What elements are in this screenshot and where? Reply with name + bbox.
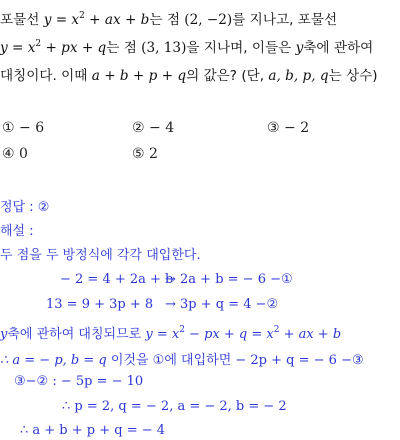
choice-2[interactable] — [132, 120, 174, 136]
choice-value: 0 — [19, 146, 28, 162]
equation-1-right: → 2a + b = − 6 −① — [165, 272, 293, 287]
question-line-1 — [0, 8, 337, 28]
explanation-label: 해설 : — [0, 224, 34, 239]
equation-2-left: 13 = 9 + 3p + 8 — [46, 297, 154, 312]
choice-value: − 2 — [284, 120, 310, 136]
exponent: 2 — [35, 39, 42, 49]
question-text: 을 지나며, 이들은 — [186, 40, 296, 56]
choice-value: − 6 — [19, 120, 45, 136]
choice-number: ④ — [2, 146, 15, 162]
equation-1-left: − 2 = 4 + 2a + b — [60, 272, 174, 287]
choice-number: ③ — [267, 120, 280, 136]
question-text: 는 점 — [149, 12, 185, 28]
math-expression: − px + q = x — [184, 327, 274, 342]
explanation-intro: 두 점을 두 방정식에 각각 대입한다. — [0, 248, 201, 263]
solution-text: 축에 관하여 대칭되므로 — [7, 327, 146, 342]
math-expression: − 2p + q = − 6 −③ — [231, 353, 364, 368]
symmetry-line — [0, 323, 341, 342]
question-text: 는 상수) — [328, 68, 378, 84]
choice-number: ⑤ — [132, 146, 145, 162]
question-text: 대칭이다. 이때 — [0, 68, 92, 84]
substitution-line — [0, 349, 364, 368]
subtraction-line: ③−② : − 5p = − 10 — [14, 374, 144, 389]
math-point: (3, 13) — [141, 40, 187, 56]
exponent: 2 — [179, 325, 185, 335]
question-text: 는 점 — [106, 40, 142, 56]
question-line-2 — [0, 36, 373, 56]
question-text: 축에 관하여 — [303, 40, 374, 56]
choice-value: − 4 — [149, 120, 175, 136]
question-text: 포물선 — [0, 12, 44, 28]
values-line: ∴ p = 2, q = − 2, a = − 2, b = − 2 — [62, 399, 287, 414]
math-expression: + ax + b — [84, 12, 150, 28]
choice-5[interactable] — [132, 146, 158, 162]
math-expression: + ax + b — [279, 327, 342, 342]
final-answer-line: ∴ a + b + p + q = − 4 — [20, 423, 166, 438]
choice-value: 2 — [149, 146, 158, 162]
choice-4[interactable] — [2, 146, 28, 162]
choice-1[interactable] — [2, 120, 44, 136]
question-line-3 — [0, 64, 378, 84]
math-expression: + px + q — [41, 40, 107, 56]
math-point: (2, −2) — [184, 12, 233, 28]
choice-3[interactable] — [267, 120, 309, 136]
math-expression: a, b, p, q — [268, 68, 329, 84]
math-expression: y = x — [145, 327, 180, 342]
choice-number: ② — [132, 120, 145, 136]
math-expression: ∴ a = − p, b = q — [0, 353, 107, 368]
math-variable: y — [295, 40, 304, 56]
equation-2-right: → 3p + q = 4 −② — [165, 297, 279, 312]
question-text: 의 값은? (단, — [186, 68, 269, 84]
choice-number: ① — [2, 120, 15, 136]
exponent: 2 — [273, 325, 280, 335]
math-expression: a + b + p + q — [91, 68, 187, 84]
math-expression: y = x — [0, 40, 36, 56]
math-expression: y = x — [43, 12, 80, 28]
answer-label: 정답 : ② — [0, 200, 50, 215]
math-variable: y — [0, 327, 8, 342]
question-text: 를 지나고, 포물선 — [232, 12, 338, 28]
exponent: 2 — [79, 11, 85, 21]
solution-text: 이것을 ①에 대입하면 — [106, 353, 232, 368]
